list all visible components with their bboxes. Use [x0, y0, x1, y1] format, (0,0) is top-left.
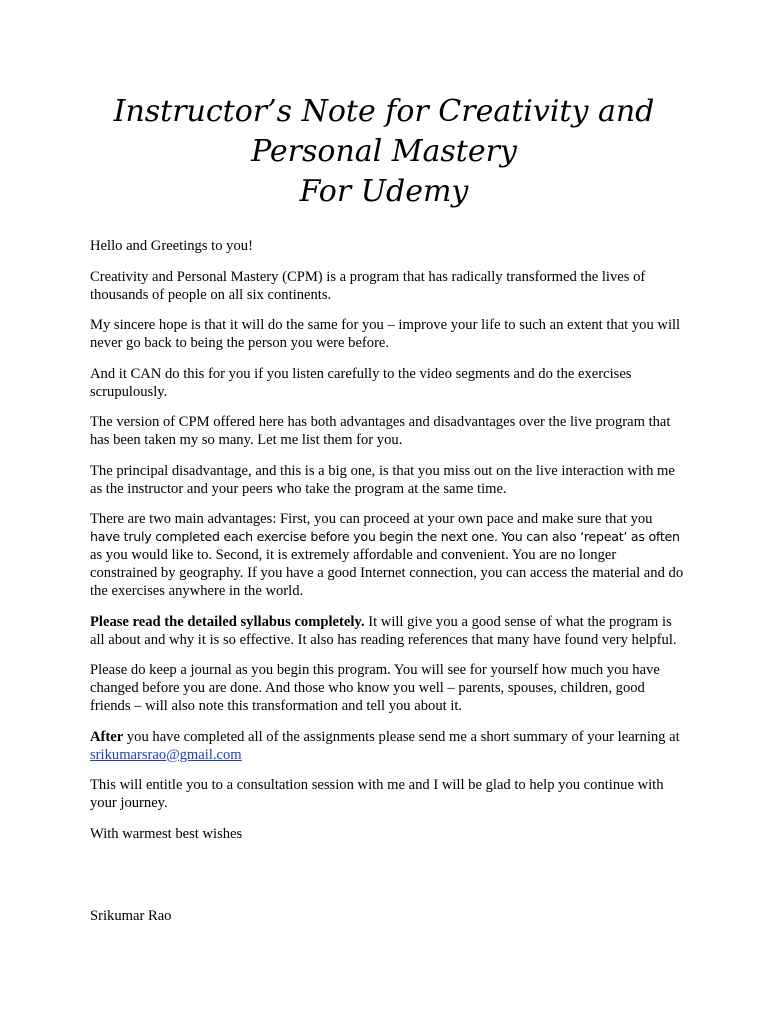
document-title [60, 92, 708, 212]
paragraph-9 [90, 728, 686, 764]
paragraph-1: Creativity and Personal Mastery (CPM) is a program that has radically transformed the lives of thousands of people on all six continents. [90, 268, 646, 303]
title-line-1: Instructor’s Note for Creativity and [113, 94, 655, 129]
document-body [90, 237, 686, 855]
paragraph-6-part-b: have truly completed each exercise before you begin the next one. You can also ‘repeat’ as often [90, 529, 680, 544]
paragraph-3: And it CAN do this for you if you listen carefully to the video segments and do the exercises scrupulously. [90, 365, 632, 400]
title-line-2: Personal Mastery [251, 134, 517, 169]
paragraph-7-bold: Please read the detailed syllabus completely. [90, 613, 365, 630]
greeting-paragraph: Hello and Greetings to you! [90, 238, 253, 254]
paragraph-10: This will entitle you to a consultation session with me and I will be glad to help you continue with your journey. [90, 777, 664, 811]
paragraph-4: The version of CPM offered here has both advantages and disadvantages over the live program that has been taken my so many. Let me list them for you. [90, 414, 671, 448]
paragraph-7 [90, 613, 686, 649]
signature-name: Srikumar Rao [90, 908, 172, 924]
paragraph-2: My sincere hope is that it will do the same for you – improve your life to such an extent that you will never go back to being the person you were before. [90, 317, 681, 351]
paragraph-5: The principal disadvantage, and this is a big one, is that you miss out on the live interaction with me as the instructor and your peers who take the program at the same time. [90, 462, 675, 497]
title-line-3: For Udemy [299, 174, 469, 209]
closing-line: With warmest best wishes [90, 825, 243, 842]
paragraph-6 [90, 510, 686, 600]
paragraph-9-rest: you have completed all of the assignments please send me a short summary of your learning at [123, 728, 680, 745]
paragraph-7-rest: It will give you a good sense of what the program is all about and why it is so effective. It also has reading references that many have found very helpful. [90, 613, 677, 648]
paragraph-6-part-a: There are two main advantages: First, you can proceed at your own pace and make sure that you [90, 511, 653, 527]
paragraph-8: Please do keep a journal as you begin this program. You will see for yourself how much you have changed before you are done. And those who know you well – parents, spouses, children, good friends – will also note this transformation and tell you about it. [90, 662, 660, 714]
paragraph-9-bold: After [90, 728, 124, 745]
email-link[interactable]: srikumarsrao@gmail.com [90, 746, 242, 763]
paragraph-6-part-c: as you would like to. Second, it is extremely affordable and convenient. You are no longer constrained by geography. If you have a good Internet connection, you can access the material and do the exercises anywhere in the world. [90, 547, 684, 599]
